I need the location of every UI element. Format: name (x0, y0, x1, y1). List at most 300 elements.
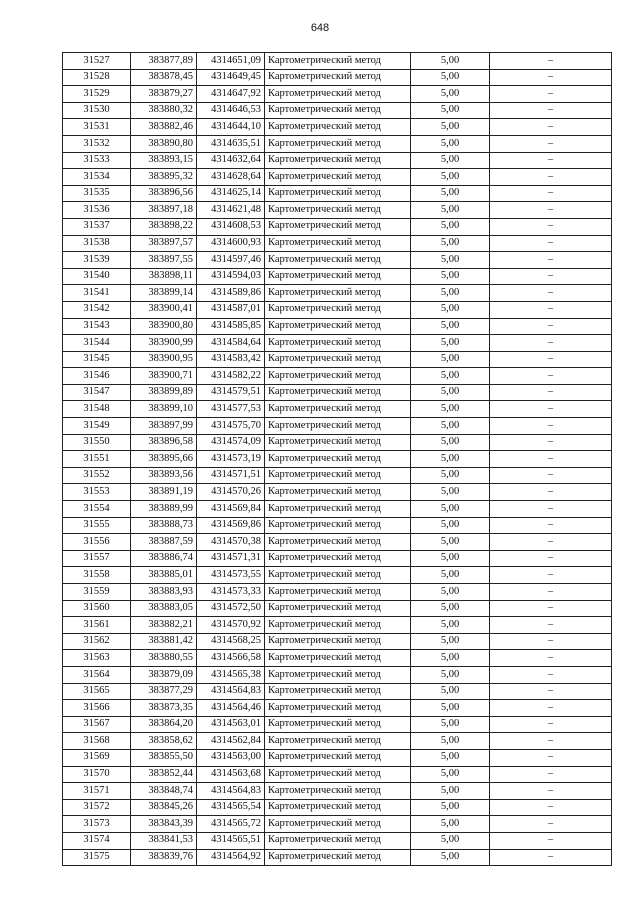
point-number-cell: 31554 (63, 501, 131, 518)
method-cell: Картометрический метод (265, 418, 411, 435)
y-coordinate-cell: 4314564,83 (197, 783, 265, 800)
note-cell: – (490, 185, 612, 202)
note-cell: – (490, 202, 612, 219)
accuracy-cell: 5,00 (411, 401, 490, 418)
y-coordinate-cell: 4314621,48 (197, 202, 265, 219)
y-coordinate-cell: 4314647,92 (197, 86, 265, 103)
table-row (63, 418, 612, 435)
table-row (63, 335, 612, 352)
accuracy-cell: 5,00 (411, 832, 490, 849)
note-cell: – (490, 252, 612, 269)
y-coordinate-cell: 4314589,86 (197, 285, 265, 302)
x-coordinate-cell: 383897,57 (131, 235, 197, 252)
y-coordinate-cell: 4314562,84 (197, 733, 265, 750)
method-cell: Картометрический метод (265, 135, 411, 152)
x-coordinate-cell: 383898,22 (131, 218, 197, 235)
note-cell: – (490, 484, 612, 501)
accuracy-cell: 5,00 (411, 102, 490, 119)
note-cell: – (490, 733, 612, 750)
y-coordinate-cell: 4314573,19 (197, 451, 265, 468)
y-coordinate-cell: 4314628,64 (197, 169, 265, 186)
accuracy-cell: 5,00 (411, 633, 490, 650)
x-coordinate-cell: 383839,76 (131, 849, 197, 866)
y-coordinate-cell: 4314635,51 (197, 135, 265, 152)
note-cell: – (490, 600, 612, 617)
method-cell: Картометрический метод (265, 86, 411, 103)
x-coordinate-cell: 383899,89 (131, 384, 197, 401)
coordinates-table (62, 52, 612, 866)
x-coordinate-cell: 383879,09 (131, 666, 197, 683)
accuracy-cell: 5,00 (411, 451, 490, 468)
x-coordinate-cell: 383896,56 (131, 185, 197, 202)
table-row (63, 716, 612, 733)
note-cell: – (490, 218, 612, 235)
point-number-cell: 31550 (63, 434, 131, 451)
point-number-cell: 31564 (63, 666, 131, 683)
point-number-cell: 31535 (63, 185, 131, 202)
y-coordinate-cell: 4314564,83 (197, 683, 265, 700)
note-cell: – (490, 86, 612, 103)
method-cell: Картометрический метод (265, 401, 411, 418)
table-row (63, 102, 612, 119)
point-number-cell: 31573 (63, 816, 131, 833)
table-row (63, 218, 612, 235)
table-body (63, 53, 612, 866)
point-number-cell: 31540 (63, 268, 131, 285)
table-row (63, 517, 612, 534)
accuracy-cell: 5,00 (411, 716, 490, 733)
accuracy-cell: 5,00 (411, 467, 490, 484)
accuracy-cell: 5,00 (411, 733, 490, 750)
y-coordinate-cell: 4314570,92 (197, 617, 265, 634)
note-cell: – (490, 584, 612, 601)
accuracy-cell: 5,00 (411, 650, 490, 667)
method-cell: Картометрический метод (265, 152, 411, 169)
table-row (63, 318, 612, 335)
y-coordinate-cell: 4314569,86 (197, 517, 265, 534)
x-coordinate-cell: 383896,58 (131, 434, 197, 451)
note-cell: – (490, 451, 612, 468)
point-number-cell: 31546 (63, 368, 131, 385)
y-coordinate-cell: 4314587,01 (197, 301, 265, 318)
point-number-cell: 31575 (63, 849, 131, 866)
y-coordinate-cell: 4314608,53 (197, 218, 265, 235)
point-number-cell: 31560 (63, 600, 131, 617)
accuracy-cell: 5,00 (411, 617, 490, 634)
y-coordinate-cell: 4314571,51 (197, 467, 265, 484)
x-coordinate-cell: 383845,26 (131, 799, 197, 816)
x-coordinate-cell: 383886,74 (131, 550, 197, 567)
point-number-cell: 31557 (63, 550, 131, 567)
table-row (63, 86, 612, 103)
accuracy-cell: 5,00 (411, 185, 490, 202)
accuracy-cell: 5,00 (411, 268, 490, 285)
y-coordinate-cell: 4314625,14 (197, 185, 265, 202)
x-coordinate-cell: 383877,29 (131, 683, 197, 700)
x-coordinate-cell: 383897,99 (131, 418, 197, 435)
y-coordinate-cell: 4314579,51 (197, 384, 265, 401)
x-coordinate-cell: 383880,32 (131, 102, 197, 119)
x-coordinate-cell: 383873,35 (131, 700, 197, 717)
note-cell: – (490, 69, 612, 86)
point-number-cell: 31548 (63, 401, 131, 418)
table-row (63, 53, 612, 70)
note-cell: – (490, 517, 612, 534)
y-coordinate-cell: 4314563,68 (197, 766, 265, 783)
method-cell: Картометрический метод (265, 268, 411, 285)
note-cell: – (490, 235, 612, 252)
y-coordinate-cell: 4314583,42 (197, 351, 265, 368)
table-row (63, 633, 612, 650)
y-coordinate-cell: 4314564,92 (197, 849, 265, 866)
method-cell: Картометрический метод (265, 766, 411, 783)
y-coordinate-cell: 4314566,58 (197, 650, 265, 667)
method-cell: Картометрический метод (265, 832, 411, 849)
method-cell: Картометрический метод (265, 501, 411, 518)
note-cell: – (490, 285, 612, 302)
table-row (63, 733, 612, 750)
accuracy-cell: 5,00 (411, 384, 490, 401)
accuracy-cell: 5,00 (411, 86, 490, 103)
x-coordinate-cell: 383899,10 (131, 401, 197, 418)
accuracy-cell: 5,00 (411, 169, 490, 186)
point-number-cell: 31563 (63, 650, 131, 667)
note-cell: – (490, 368, 612, 385)
accuracy-cell: 5,00 (411, 235, 490, 252)
y-coordinate-cell: 4314563,01 (197, 716, 265, 733)
table-row (63, 650, 612, 667)
accuracy-cell: 5,00 (411, 484, 490, 501)
note-cell: – (490, 501, 612, 518)
x-coordinate-cell: 383897,55 (131, 252, 197, 269)
point-number-cell: 31533 (63, 152, 131, 169)
table-row (63, 749, 612, 766)
y-coordinate-cell: 4314651,09 (197, 53, 265, 70)
point-number-cell: 31574 (63, 832, 131, 849)
y-coordinate-cell: 4314632,64 (197, 152, 265, 169)
note-cell: – (490, 650, 612, 667)
note-cell: – (490, 53, 612, 70)
table-row (63, 301, 612, 318)
method-cell: Картометрический метод (265, 169, 411, 186)
x-coordinate-cell: 383890,80 (131, 135, 197, 152)
x-coordinate-cell: 383880,55 (131, 650, 197, 667)
point-number-cell: 31532 (63, 135, 131, 152)
table-row (63, 119, 612, 136)
table-row (63, 584, 612, 601)
x-coordinate-cell: 383900,95 (131, 351, 197, 368)
note-cell: – (490, 567, 612, 584)
x-coordinate-cell: 383897,18 (131, 202, 197, 219)
point-number-cell: 31556 (63, 534, 131, 551)
y-coordinate-cell: 4314575,70 (197, 418, 265, 435)
note-cell: – (490, 832, 612, 849)
method-cell: Картометрический метод (265, 119, 411, 136)
x-coordinate-cell: 383898,11 (131, 268, 197, 285)
note-cell: – (490, 467, 612, 484)
method-cell: Картометрический метод (265, 285, 411, 302)
y-coordinate-cell: 4314597,46 (197, 252, 265, 269)
y-coordinate-cell: 4314565,38 (197, 666, 265, 683)
method-cell: Картометрический метод (265, 650, 411, 667)
method-cell: Картометрический метод (265, 484, 411, 501)
method-cell: Картометрический метод (265, 849, 411, 866)
y-coordinate-cell: 4314582,22 (197, 368, 265, 385)
point-number-cell: 31555 (63, 517, 131, 534)
method-cell: Картометрический метод (265, 384, 411, 401)
table-row (63, 666, 612, 683)
note-cell: – (490, 700, 612, 717)
y-coordinate-cell: 4314565,51 (197, 832, 265, 849)
table-row (63, 451, 612, 468)
point-number-cell: 31565 (63, 683, 131, 700)
table-row (63, 202, 612, 219)
table-row (63, 534, 612, 551)
method-cell: Картометрический метод (265, 799, 411, 816)
x-coordinate-cell: 383883,05 (131, 600, 197, 617)
point-number-cell: 31538 (63, 235, 131, 252)
point-number-cell: 31561 (63, 617, 131, 634)
point-number-cell: 31570 (63, 766, 131, 783)
point-number-cell: 31572 (63, 799, 131, 816)
note-cell: – (490, 119, 612, 136)
x-coordinate-cell: 383881,42 (131, 633, 197, 650)
table-row (63, 683, 612, 700)
x-coordinate-cell: 383882,46 (131, 119, 197, 136)
x-coordinate-cell: 383899,14 (131, 285, 197, 302)
x-coordinate-cell: 383864,20 (131, 716, 197, 733)
x-coordinate-cell: 383900,41 (131, 301, 197, 318)
y-coordinate-cell: 4314573,55 (197, 567, 265, 584)
method-cell: Картометрический метод (265, 218, 411, 235)
x-coordinate-cell: 383883,93 (131, 584, 197, 601)
y-coordinate-cell: 4314563,00 (197, 749, 265, 766)
accuracy-cell: 5,00 (411, 534, 490, 551)
method-cell: Картометрический метод (265, 368, 411, 385)
accuracy-cell: 5,00 (411, 567, 490, 584)
point-number-cell: 31559 (63, 584, 131, 601)
method-cell: Картометрический метод (265, 816, 411, 833)
accuracy-cell: 5,00 (411, 600, 490, 617)
method-cell: Картометрический метод (265, 69, 411, 86)
accuracy-cell: 5,00 (411, 517, 490, 534)
table-row (63, 69, 612, 86)
y-coordinate-cell: 4314644,10 (197, 119, 265, 136)
method-cell: Картометрический метод (265, 252, 411, 269)
point-number-cell: 31536 (63, 202, 131, 219)
method-cell: Картометрический метод (265, 550, 411, 567)
page-number: 648 (310, 22, 330, 34)
note-cell: – (490, 617, 612, 634)
note-cell: – (490, 550, 612, 567)
y-coordinate-cell: 4314646,53 (197, 102, 265, 119)
note-cell: – (490, 169, 612, 186)
note-cell: – (490, 816, 612, 833)
table-row (63, 467, 612, 484)
x-coordinate-cell: 383882,21 (131, 617, 197, 634)
accuracy-cell: 5,00 (411, 799, 490, 816)
x-coordinate-cell: 383893,56 (131, 467, 197, 484)
note-cell: – (490, 268, 612, 285)
accuracy-cell: 5,00 (411, 119, 490, 136)
y-coordinate-cell: 4314573,33 (197, 584, 265, 601)
accuracy-cell: 5,00 (411, 434, 490, 451)
x-coordinate-cell: 383895,32 (131, 169, 197, 186)
point-number-cell: 31567 (63, 716, 131, 733)
note-cell: – (490, 135, 612, 152)
point-number-cell: 31542 (63, 301, 131, 318)
table-row (63, 600, 612, 617)
note-cell: – (490, 666, 612, 683)
method-cell: Картометрический метод (265, 584, 411, 601)
point-number-cell: 31543 (63, 318, 131, 335)
method-cell: Картометрический метод (265, 733, 411, 750)
table-row (63, 832, 612, 849)
method-cell: Картометрический метод (265, 567, 411, 584)
accuracy-cell: 5,00 (411, 318, 490, 335)
point-number-cell: 31552 (63, 467, 131, 484)
point-number-cell: 31549 (63, 418, 131, 435)
x-coordinate-cell: 383878,45 (131, 69, 197, 86)
method-cell: Картометрический метод (265, 700, 411, 717)
table-row (63, 799, 612, 816)
x-coordinate-cell: 383893,15 (131, 152, 197, 169)
table-row (63, 368, 612, 385)
point-number-cell: 31545 (63, 351, 131, 368)
y-coordinate-cell: 4314584,64 (197, 335, 265, 352)
x-coordinate-cell: 383885,01 (131, 567, 197, 584)
method-cell: Картометрический метод (265, 534, 411, 551)
table-row (63, 617, 612, 634)
table-row (63, 550, 612, 567)
method-cell: Картометрический метод (265, 633, 411, 650)
y-coordinate-cell: 4314649,45 (197, 69, 265, 86)
point-number-cell: 31539 (63, 252, 131, 269)
note-cell: – (490, 351, 612, 368)
point-number-cell: 31566 (63, 700, 131, 717)
accuracy-cell: 5,00 (411, 766, 490, 783)
method-cell: Картометрический метод (265, 351, 411, 368)
method-cell: Картометрический метод (265, 617, 411, 634)
x-coordinate-cell: 383900,71 (131, 368, 197, 385)
point-number-cell: 31544 (63, 335, 131, 352)
y-coordinate-cell: 4314594,03 (197, 268, 265, 285)
method-cell: Картометрический метод (265, 53, 411, 70)
accuracy-cell: 5,00 (411, 666, 490, 683)
note-cell: – (490, 301, 612, 318)
table-row (63, 252, 612, 269)
point-number-cell: 31571 (63, 783, 131, 800)
point-number-cell: 31551 (63, 451, 131, 468)
table-row (63, 816, 612, 833)
table-row (63, 783, 612, 800)
point-number-cell: 31537 (63, 218, 131, 235)
y-coordinate-cell: 4314570,26 (197, 484, 265, 501)
accuracy-cell: 5,00 (411, 252, 490, 269)
note-cell: – (490, 401, 612, 418)
accuracy-cell: 5,00 (411, 501, 490, 518)
method-cell: Картометрический метод (265, 467, 411, 484)
y-coordinate-cell: 4314565,72 (197, 816, 265, 833)
method-cell: Картометрический метод (265, 517, 411, 534)
x-coordinate-cell: 383855,50 (131, 749, 197, 766)
table-row (63, 169, 612, 186)
table-row (63, 567, 612, 584)
accuracy-cell: 5,00 (411, 418, 490, 435)
note-cell: – (490, 335, 612, 352)
accuracy-cell: 5,00 (411, 152, 490, 169)
y-coordinate-cell: 4314574,09 (197, 434, 265, 451)
point-number-cell: 31558 (63, 567, 131, 584)
table-row (63, 152, 612, 169)
note-cell: – (490, 418, 612, 435)
accuracy-cell: 5,00 (411, 135, 490, 152)
method-cell: Картометрический метод (265, 600, 411, 617)
table-row (63, 484, 612, 501)
y-coordinate-cell: 4314565,54 (197, 799, 265, 816)
accuracy-cell: 5,00 (411, 351, 490, 368)
y-coordinate-cell: 4314585,85 (197, 318, 265, 335)
method-cell: Картометрический метод (265, 102, 411, 119)
note-cell: – (490, 749, 612, 766)
table-row (63, 766, 612, 783)
note-cell: – (490, 434, 612, 451)
accuracy-cell: 5,00 (411, 816, 490, 833)
y-coordinate-cell: 4314564,46 (197, 700, 265, 717)
accuracy-cell: 5,00 (411, 584, 490, 601)
note-cell: – (490, 534, 612, 551)
x-coordinate-cell: 383887,59 (131, 534, 197, 551)
x-coordinate-cell: 383900,99 (131, 335, 197, 352)
x-coordinate-cell: 383888,73 (131, 517, 197, 534)
point-number-cell: 31547 (63, 384, 131, 401)
x-coordinate-cell: 383858,62 (131, 733, 197, 750)
accuracy-cell: 5,00 (411, 335, 490, 352)
method-cell: Картометрический метод (265, 716, 411, 733)
accuracy-cell: 5,00 (411, 783, 490, 800)
table-row (63, 185, 612, 202)
accuracy-cell: 5,00 (411, 700, 490, 717)
table-row (63, 268, 612, 285)
note-cell: – (490, 849, 612, 866)
method-cell: Картометрический метод (265, 318, 411, 335)
point-number-cell: 31529 (63, 86, 131, 103)
method-cell: Картометрический метод (265, 301, 411, 318)
note-cell: – (490, 633, 612, 650)
method-cell: Картометрический метод (265, 783, 411, 800)
note-cell: – (490, 766, 612, 783)
point-number-cell: 31528 (63, 69, 131, 86)
note-cell: – (490, 384, 612, 401)
accuracy-cell: 5,00 (411, 53, 490, 70)
table-row (63, 285, 612, 302)
method-cell: Картометрический метод (265, 666, 411, 683)
method-cell: Картометрический метод (265, 335, 411, 352)
note-cell: – (490, 152, 612, 169)
y-coordinate-cell: 4314577,53 (197, 401, 265, 418)
x-coordinate-cell: 383843,39 (131, 816, 197, 833)
y-coordinate-cell: 4314571,31 (197, 550, 265, 567)
point-number-cell: 31530 (63, 102, 131, 119)
table-row (63, 351, 612, 368)
accuracy-cell: 5,00 (411, 683, 490, 700)
x-coordinate-cell: 383891,19 (131, 484, 197, 501)
table-row (63, 401, 612, 418)
x-coordinate-cell: 383879,27 (131, 86, 197, 103)
x-coordinate-cell: 383895,66 (131, 451, 197, 468)
accuracy-cell: 5,00 (411, 202, 490, 219)
table-row (63, 235, 612, 252)
